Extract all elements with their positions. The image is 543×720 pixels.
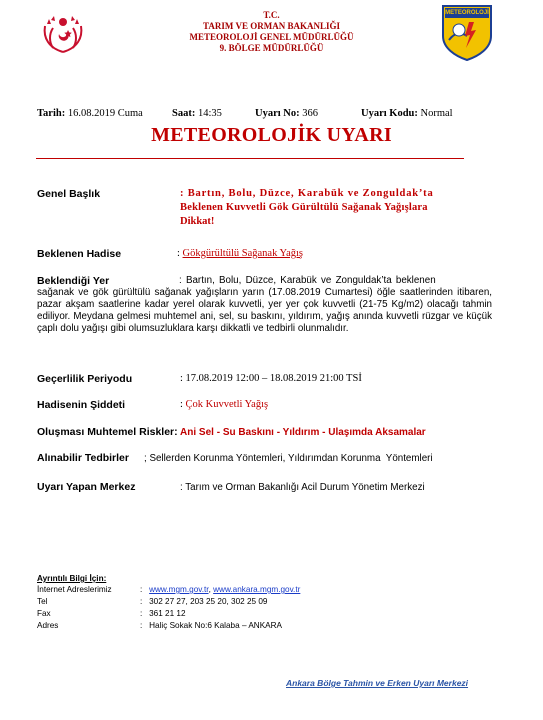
expected-event-text: Gökgürültülü Sağanak Yağış	[182, 248, 304, 259]
measures-value: ; Sellerden Korunma Yöntemleri, Yıldırımdan Korunma Yöntemleri	[144, 453, 433, 464]
severity-text: Çok Kuvvetli Yağış	[185, 399, 269, 410]
date-field	[37, 108, 143, 119]
validity-period-value: : 17.08.2019 12:00 – 18.08.2019 21:00 TSİ	[180, 373, 362, 384]
expected-event-colon: :	[177, 248, 183, 259]
date-label: Tarih:	[37, 108, 66, 119]
footer-internet-value	[140, 585, 300, 595]
issuing-center-value: : Tarım ve Orman Bakanlığı Acil Durum Yönetim Merkezi	[180, 482, 425, 493]
time-label: Saat:	[172, 108, 196, 119]
issuing-center-label: Uyarı Yapan Merkez	[37, 481, 136, 493]
warning-center-link[interactable]: Ankara Bölge Tahmin ve Erken Uyarı Merkezi	[286, 678, 469, 688]
measures-label: Alınabilir Tedbirler	[37, 452, 129, 464]
expected-place-first-line: : Bartın, Bolu, Düzce, Karabük ve Zonguldak’ta beklenen	[179, 275, 436, 286]
footer-tel-label: Tel	[37, 597, 48, 606]
general-title-line2: Beklenen Kuvvetli Gök Gürültülü Sağanak Yağışlara	[180, 202, 428, 213]
severity-colon: :	[180, 399, 186, 410]
general-title-line1: : Bartın, Bolu, Düzce, Karabük ve Zonguldak’ta	[180, 188, 434, 199]
expected-place-description: sağanak ve gök gürültülü sağanak yağışların yarın (17.08.2019 Cumartesi) öğle saatlerinden itibaren, pazar akşam saatlerine kadar yerel olarak kuvvetli, yer yer çok kuvvetli (21-75 Kg/m2) olacağı tahmin ediliyor. Meydana gelmesi muhtemel ani, sel, su baskını, yıldırım, yağış anında kuvvetli rüzgar ve küçük çaplı dolu yağışı gibi olumsuzluklara karşı dikkatli ve tedbirli olunmalıdır.	[37, 287, 492, 334]
footer-address-label: Adres	[37, 621, 59, 630]
warning-code-field	[361, 108, 453, 119]
title-divider	[36, 158, 464, 159]
mgm-link[interactable]: www.mgm.gov.tr	[149, 585, 209, 594]
warning-code-value: Normal	[420, 108, 453, 119]
footer-address-value: : Haliç Sokak No:6 Kalaba – ANKARA	[140, 621, 282, 630]
footer-internet-sep: ,	[208, 585, 214, 594]
footer-fax-value: : 361 21 12	[140, 609, 186, 618]
severity-label: Hadisenin Şiddeti	[37, 399, 126, 411]
warning-number-field	[255, 108, 318, 119]
time-field	[172, 108, 222, 119]
header-tc: T.C.	[263, 10, 280, 20]
header-ministry: TARIM VE ORMAN BAKANLIĞI	[203, 21, 340, 31]
logo-text: METEOROLOJİ	[445, 10, 489, 16]
general-title-line3: Dikkat!	[180, 216, 215, 227]
footer-heading: Ayrıntılı Bilgi İçin:	[37, 574, 107, 583]
risks-label: Oluşması Muhtemel Riskler:	[37, 426, 178, 438]
severity-value	[180, 399, 268, 410]
warning-number-label: Uyarı No:	[255, 108, 300, 119]
footer-internet-colon: :	[140, 585, 150, 594]
footer-tel-value: : 302 27 27, 203 25 20, 302 25 09	[140, 597, 268, 606]
warning-code-label: Uyarı Kodu:	[361, 108, 418, 119]
expected-place-label: Beklendiği Yer	[37, 275, 110, 287]
expected-event-value	[177, 248, 303, 259]
risks-value: Ani Sel - Su Baskını - Yıldırım - Ulaşımda Aksamalar	[177, 427, 426, 438]
warning-number-value: 366	[302, 108, 318, 119]
validity-period-label: Geçerlilik Periyodu	[37, 373, 133, 385]
time-value: 14:35	[197, 108, 222, 119]
ankara-mgm-link[interactable]: www.ankara.mgm.gov.tr	[213, 585, 301, 594]
expected-event-label: Beklenen Hadise	[37, 248, 122, 260]
header-region: 9. BÖLGE MÜDÜRLÜĞÜ	[219, 43, 324, 53]
footer-fax-label: Fax	[37, 609, 51, 618]
page-title: METEOROLOJİK UYARI	[151, 124, 392, 146]
header-directorate: METEOROLOJİ GENEL MÜDÜRLÜĞÜ	[189, 32, 354, 42]
risks-row	[37, 426, 426, 438]
general-title-label: Genel Başlık	[37, 188, 101, 200]
date-value: 16.08.2019 Cuma	[67, 108, 143, 119]
footer-internet-label: İnternet Adreslerimiz	[37, 585, 112, 594]
